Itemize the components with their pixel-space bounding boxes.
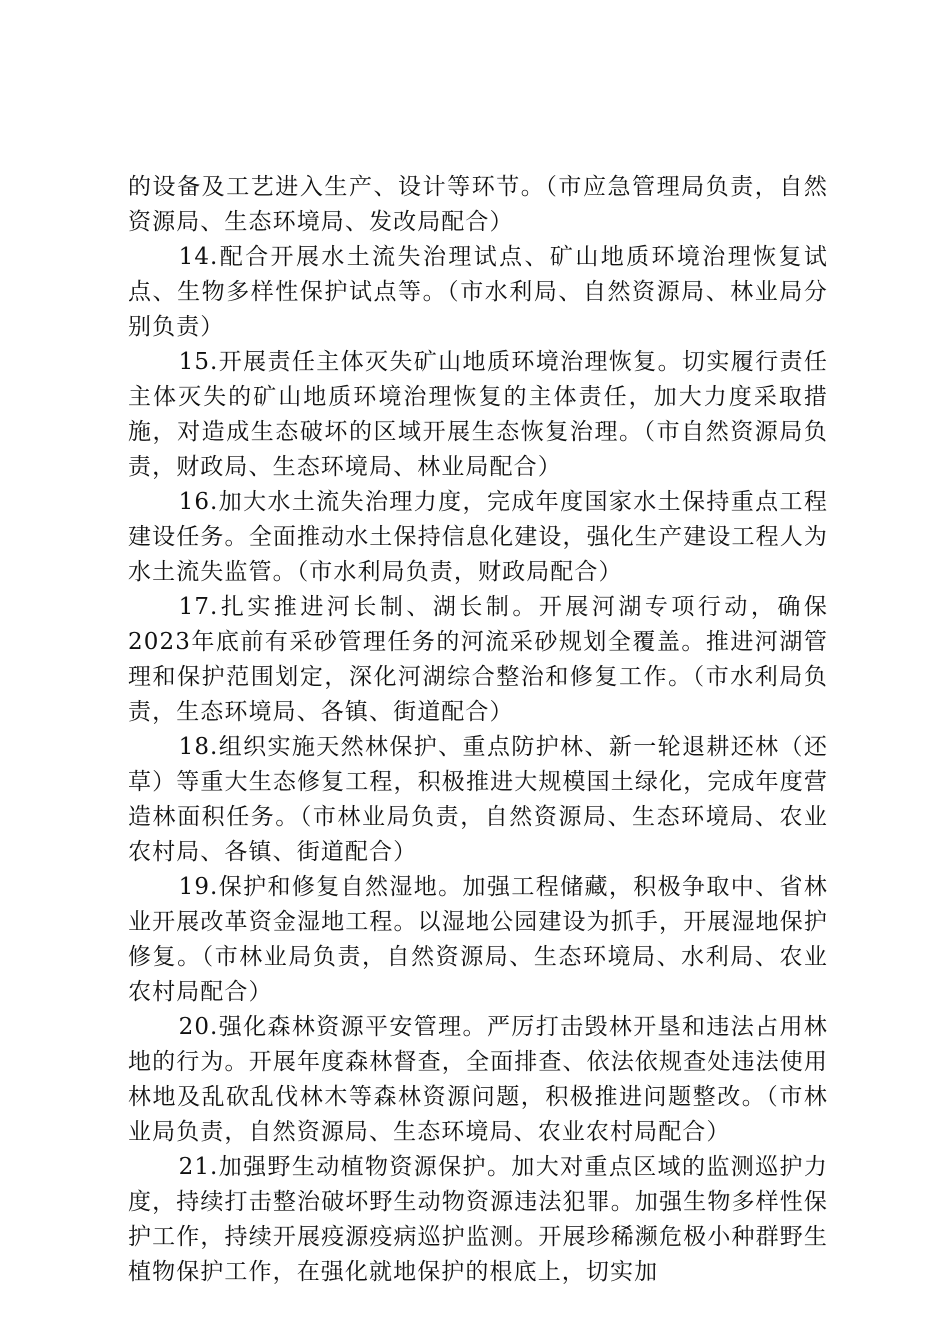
paragraph-item-18: 18.组织实施天然林保护、重点防护林、新一轮退耕还林（还草）等重大生态修复工程，积极推进大规模国土绿化，完成年度营造林面积任务。（市林业局负责，自然资源局、生态环境局、农业农村局、各镇、街道配合） xyxy=(128,734,828,865)
paragraph-item-17: 17.扎实推进河长制、湖长制。开展河湖专项行动，确保2023年底前有采砂管理任务的河流采砂规划全覆盖。推进河湖管理和保护范围划定，深化河湖综合整治和修复工作。（市水利局负责，生态环境局、各镇、街道配合） xyxy=(128,594,828,725)
paragraph-item-21: 21.加强野生动植物资源保护。加大对重点区域的监测巡护力度，持续打击整治破坏野生动物资源违法犯罪。加强生物多样性保护工作，持续开展疫源疫病巡护监测。开展珍稀濒危极小种群野生植物保护工作，在强化就地保护的根底上，切实加 xyxy=(128,1154,828,1285)
paragraph-item-16: 16.加大水土流失治理力度，完成年度国家水土保持重点工程建设任务。全面推动水土保持信息化建设，强化生产建设工程人为水土流失监管。（市水利局负责，财政局配合） xyxy=(128,489,828,585)
paragraph-item-19: 19.保护和修复自然湿地。加强工程储藏，积极争取中、省林业开展改革资金湿地工程。以湿地公园建设为抓手，开展湿地保护修复。（市林业局负责，自然资源局、生态环境局、水利局、农业农村局配合） xyxy=(128,874,828,1005)
paragraph-item-14: 14.配合开展水土流失治理试点、矿山地质环境治理恢复试点、生物多样性保护试点等。（市水利局、自然资源局、林业局分别负责） xyxy=(128,244,828,340)
paragraph-item-15: 15.开展责任主体灭失矿山地质环境治理恢复。切实履行责任主体灭失的矿山地质环境治理恢复的主体责任，加大力度采取措施，对造成生态破坏的区域开展生态恢复治理。（市自然资源局负责，财政局、生态环境局、林业局配合） xyxy=(128,349,828,480)
paragraph-continuation: 的设备及工艺进入生产、设计等环节。（市应急管理局负责，自然资源局、生态环境局、发改局配合） xyxy=(128,174,828,235)
document-body xyxy=(128,170,828,1290)
paragraph-item-20: 20.强化森林资源平安管理。严厉打击毁林开垦和违法占用林地的行为。开展年度森林督查，全面排查、依法依规查处违法使用林地及乱砍乱伐林木等森林资源问题，积极推进问题整改。（市林业局负责，自然资源局、生态环境局、农业农村局配合） xyxy=(128,1014,828,1145)
